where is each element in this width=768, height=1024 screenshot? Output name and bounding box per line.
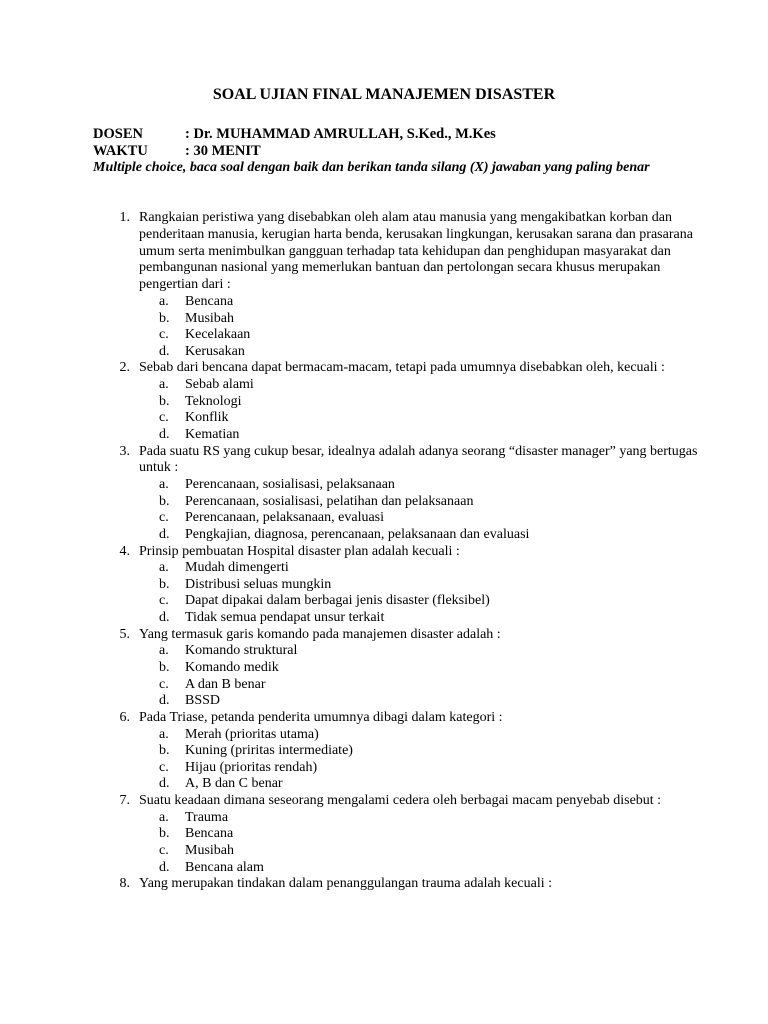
question-text: Suatu keadaan dimana seseorang mengalami cedera oleh berbagai macam penyebab disebut :: [139, 793, 662, 809]
option-text: Kerusakan: [185, 343, 245, 359]
answer-option: [139, 327, 710, 344]
option-letter: c.: [159, 410, 169, 426]
option-text: Perencanaan, sosialisasi, pelatihan dan pelaksanaan: [185, 493, 474, 509]
option-letter: c.: [159, 327, 169, 343]
option-text: Bencana: [185, 293, 234, 309]
answer-option: [139, 477, 710, 494]
option-letter: d.: [159, 426, 170, 442]
option-letter: c.: [159, 593, 169, 609]
answer-option: [139, 677, 710, 694]
option-letter: c.: [159, 843, 169, 858]
question-number: 6.: [119, 709, 130, 725]
document-title: SOAL UJIAN FINAL MANAJEMEN DISASTER: [212, 86, 556, 103]
option-letter: d.: [159, 343, 170, 359]
option-letter: b.: [159, 493, 170, 509]
option-letter: b.: [159, 576, 170, 592]
answer-option: [139, 560, 710, 577]
option-text: Perencanaan, sosialisasi, pelaksanaan: [185, 477, 395, 493]
option-list: [139, 643, 710, 709]
answer-option: [139, 510, 710, 527]
answer-option: [139, 527, 710, 544]
option-letter: a.: [159, 377, 169, 393]
option-list: [139, 560, 710, 626]
answer-option: [139, 593, 710, 610]
option-text: Dapat dipakai dalam berbagai jenis disaster (fleksibel): [185, 593, 490, 609]
option-letter: a.: [159, 809, 169, 825]
question-item: [114, 627, 710, 710]
instructions: Multiple choice, baca soal dengan baik dan berikan tanda silang (X) jawaban yang paling benar: [93, 160, 650, 175]
option-text: Teknologi: [185, 393, 242, 409]
option-text: Kematian: [185, 426, 240, 442]
duration-label: WAKTU: [93, 143, 148, 159]
option-letter: d.: [159, 776, 170, 792]
option-letter: b.: [159, 826, 170, 842]
answer-option: [139, 344, 710, 361]
option-text: Komando medik: [185, 660, 279, 676]
question-text: Yang merupakan tindakan dalam penanggulangan trauma adalah kecuali :: [139, 876, 552, 892]
answer-option: [139, 494, 710, 511]
option-list: [139, 810, 710, 876]
option-text: Konflik: [185, 410, 229, 426]
option-list: [139, 477, 710, 543]
option-letter: a.: [159, 726, 169, 742]
option-letter: b.: [159, 743, 170, 759]
question-number: 4.: [119, 543, 130, 559]
question-text: Prinsip pembuatan Hospital disaster plan adalah kecuali :: [139, 543, 460, 559]
option-letter: d.: [159, 859, 170, 875]
answer-option: [139, 610, 710, 627]
question-item: [114, 793, 710, 876]
question-number: 7.: [119, 793, 130, 809]
option-letter: c.: [159, 759, 169, 775]
option-text: Pengkajian, diagnosa, perencanaan, pelaksanaan dan evaluasi: [185, 526, 530, 542]
answer-option: [139, 311, 710, 328]
question-number: 1.: [119, 210, 130, 225]
option-text: Tidak semua pendapat unsur terkait: [185, 610, 385, 626]
answer-option: [139, 377, 710, 394]
answer-option: [139, 693, 710, 710]
answer-option: [139, 826, 710, 843]
question-text: Sebab dari bencana dapat bermacam-macam, tetapi pada umumnya disebabkan oleh, kecuali :: [139, 360, 665, 376]
question-number: 3.: [119, 443, 130, 459]
option-text: Kecelakaan: [185, 327, 251, 343]
answer-option: [139, 743, 710, 760]
option-letter: b.: [159, 310, 170, 326]
answer-option: [139, 727, 710, 744]
option-text: Komando struktural: [185, 643, 298, 659]
option-letter: d.: [159, 526, 170, 542]
option-text: Mudah dimengerti: [185, 560, 289, 576]
question-text: Pada Triase, petanda penderita umumnya dibagi dalam kategori :: [139, 709, 503, 725]
answer-option: [139, 860, 710, 877]
question-item: [114, 210, 710, 360]
answer-option: [139, 760, 710, 777]
answer-option: [139, 394, 710, 411]
answer-option: [139, 810, 710, 827]
question-number: 8.: [119, 876, 130, 892]
option-text: Musibah: [185, 310, 234, 326]
answer-option: [139, 776, 710, 793]
question-text: Pada suatu RS yang cukup besar, idealnya adalah adanya seorang “disaster manager” yang bertugas untuk :: [139, 443, 698, 476]
answer-option: [139, 294, 710, 311]
duration-value: : 30 MENIT: [185, 143, 261, 159]
answer-option: [139, 643, 710, 660]
option-text: Distribusi seluas mungkin: [185, 576, 332, 592]
option-text: A, B dan C benar: [185, 776, 283, 792]
option-letter: a.: [159, 643, 169, 659]
option-list: [139, 377, 710, 443]
question-number: 5.: [119, 626, 130, 642]
option-text: Perencanaan, pelaksanaan, evaluasi: [185, 510, 385, 526]
option-letter: a.: [159, 477, 169, 493]
option-text: Bencana alam: [185, 859, 264, 875]
option-text: Kuning (priritas intermediate): [185, 743, 353, 759]
option-letter: a.: [159, 560, 169, 576]
answer-option: [139, 843, 710, 860]
question-list: [114, 210, 710, 893]
question-number: 2.: [119, 360, 130, 376]
option-text: Trauma: [185, 809, 229, 825]
option-list: [139, 294, 710, 360]
option-letter: d.: [159, 610, 170, 626]
option-text: Merah (prioritas utama): [185, 726, 319, 742]
option-letter: c.: [159, 676, 169, 692]
option-text: Hijau (prioritas rendah): [185, 759, 318, 775]
answer-option: [139, 410, 710, 427]
option-text: Bencana: [185, 826, 234, 842]
option-text: Sebab alami: [185, 377, 254, 393]
lecturer-label: DOSEN: [93, 126, 143, 142]
option-text: A dan B benar: [185, 676, 266, 692]
question-item: [114, 876, 710, 893]
question-item: [114, 444, 710, 544]
question-text: Rangkaian peristiwa yang disebabkan oleh alam atau manusia yang mengakibatkan korban dan penderitaan manusia, kerugian harta benda, kerusakan lingkungan, kerusakan sarana dan prasarana umum serta menimbulkan gangguan terhadap tata kehidupan dan penghidupan masyarakat dan pembangunan nasional yang memerlukan bantuan dan pertolongan secara khusus merupakan pengertian dari :: [139, 210, 693, 293]
option-text: Musibah: [185, 843, 234, 858]
option-letter: c.: [159, 510, 169, 526]
answer-option: [139, 660, 710, 677]
option-letter: b.: [159, 393, 170, 409]
option-letter: b.: [159, 660, 170, 676]
question-item: [114, 360, 710, 443]
option-letter: a.: [159, 293, 169, 309]
question-item: [114, 544, 710, 627]
answer-option: [139, 427, 710, 444]
question-text: Yang termasuk garis komando pada manajemen disaster adalah :: [139, 626, 501, 642]
option-text: BSSD: [185, 693, 221, 709]
option-list: [139, 727, 710, 793]
question-item: [114, 710, 710, 793]
answer-option: [139, 577, 710, 594]
lecturer-value: : Dr. MUHAMMAD AMRULLAH, S.Ked., M.Kes: [185, 126, 496, 142]
option-letter: d.: [159, 693, 170, 709]
